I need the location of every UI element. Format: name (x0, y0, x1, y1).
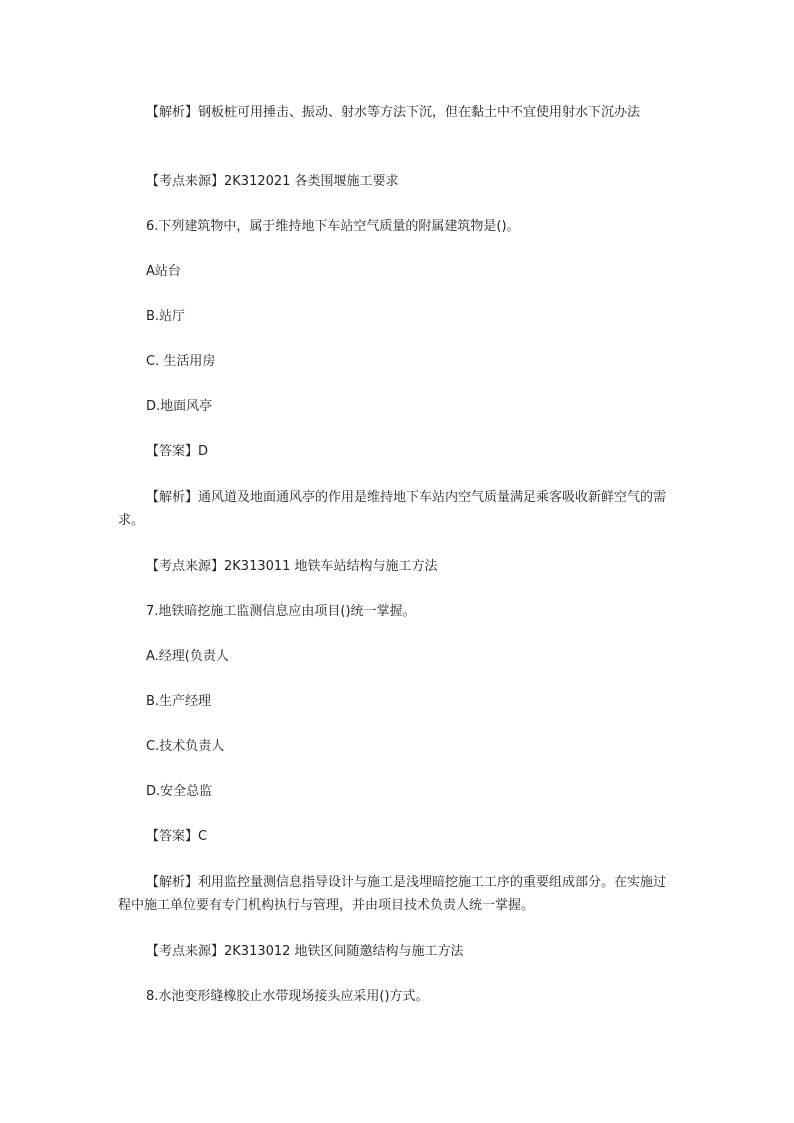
paragraph-option-7d: D.安全总监 (146, 784, 213, 799)
paragraph-analysis-q5: 【解析】钢板桩可用捶击、振动、射水等方法下沉，但在黏土中不宜使用射水下沉办法 (146, 105, 641, 120)
paragraph-option-6d: D.地面风亭 (146, 399, 213, 414)
paragraph-option-7c: C.技术负责人 (146, 739, 225, 754)
paragraph-source-q5: 【考点来源】2K312021 各类围堰施工要求 (146, 174, 399, 189)
paragraph-question-6: 6.下列建筑物中，属于维持地下车站空气质量的附属建筑物是()。 (146, 219, 520, 234)
paragraph-option-7a: A.经理(负责人 (146, 649, 229, 664)
paragraph-answer-7: 【答案】C (146, 829, 208, 844)
paragraph-question-7: 7.地铁暗挖施工监测信息应由项目()统一掌握。 (146, 604, 416, 619)
paragraph-source-6: 【考点来源】2K313011 地铁车站结构与施工方法 (146, 559, 438, 574)
paragraph-option-7b: B.生产经理 (146, 694, 212, 709)
paragraph-option-6c: C. 生活用房 (146, 354, 216, 369)
paragraph-analysis-7: 【解析】利用监控量测信息指导设计与施工是浅埋暗挖施工工序的重要组成部分。在实施过程中施工单位要有专门机构执行与管理，并由项目技术负责人统一掌握。 (118, 875, 667, 913)
paragraph-analysis-6: 【解析】通风道及地面通风亭的作用是维持地下车站内空气质量满足乘客吸收新鲜空气的需求。 (118, 490, 667, 528)
paragraph-option-6b: B.站厅 (146, 309, 186, 324)
paragraph-question-8: 8.水池变形缝橡胶止水带现场接头应采用()方式。 (146, 989, 429, 1004)
paragraph-source-7: 【考点来源】2K313012 地铁区间随邀结构与施工方法 (146, 944, 464, 959)
paragraph-answer-6: 【答案】D (146, 444, 209, 459)
paragraph-option-6a: A站台 (146, 264, 181, 279)
